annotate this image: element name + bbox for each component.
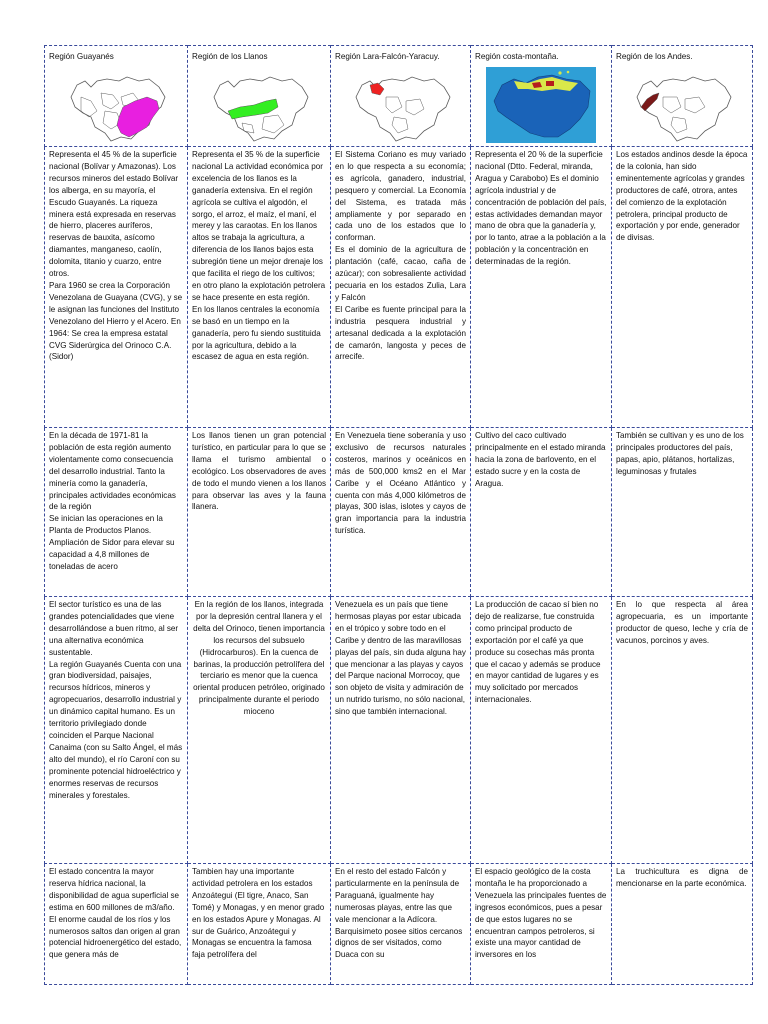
andes-region-map bbox=[627, 67, 737, 143]
region-title: Región Lara-Falcón-Yaracuy. bbox=[335, 52, 440, 61]
header-cell-llanos bbox=[188, 46, 331, 147]
cell-text: En la región de los llanos, integrada por la depresión central llanera y el delta del Orinoco, tienen importancia los recursos del subsuelo (Hidrocarburos). En la cuenca de barinas, la producción petrolífera del terciario es menor que la cuenca oriental producen petróleo, originado principalmente durante el periodo mioceno bbox=[188, 597, 331, 864]
cell-text: En Venezuela tiene soberanía y uso exclusivo de recursos naturales costeros, marinos y oceánicos en más de 500,000 kms2 en el Mar Caribe y el Océano Atlántico y cuenta con más 4,000 kilómetros de playas, 300 islas, islotes y cayos de gran importancia para la industria turística. bbox=[331, 428, 471, 597]
regions-table bbox=[44, 45, 753, 985]
table-row bbox=[45, 597, 753, 864]
region-title: Región costa-montaña. bbox=[475, 52, 559, 61]
cell-text: Cultivo del caco cultivado principalmente en el estado miranda hacia la zona de barlovento, en el estado sucre y en la costa de Aragua. bbox=[471, 428, 612, 597]
cell-text: El sector turístico es una de las grandes potencialidades que viene desarrollándose a buen ritmo, al ser una alternativa económica sustentable. La región Guayanés Cuenta con una gran biodiversidad, paisajes, recursos hídricos, mineros y agropecuarios, desarrollo industrial y un dinámico capital humano. Es un territorio privilegiado donde coinciden el Parque Nacional Canaima (con su Salto Ángel, el más alto del mundo), el río Caroní con su prominente potencial hidroeléctrico y enormes reservas de recursos minerales y forestales. bbox=[45, 597, 188, 864]
cell-text: El Sistema Coriano es muy variado en lo que respecta a su economía; es agrícola, ganadero, industrial, pesquero y comercial. La Economía del Sistema, es tratada más ampliamente y por separado en cada uno de los estados que lo conforman. Es el dominio de la agricultura de plantación (café, cacao, caña de azúcar); con sobresaliente actividad pecuaria en los estados Zulia, Lara y Falcón El Caribe es fuente principal para la industria pesquera industrial y artesanal dedicada a la explotación de camarón, langosta y peces de arrecife. bbox=[331, 147, 471, 428]
header-cell-guayana bbox=[45, 46, 188, 147]
cell-text: También se cultivan y es uno de los principales productores del país, papas, apio, plátanos, hortalizas, leguminosas y frutales bbox=[612, 428, 753, 597]
table-row bbox=[45, 147, 753, 428]
header-cell-costa-montana bbox=[471, 46, 612, 147]
llanos-region-map bbox=[204, 67, 314, 143]
region-title: Región Guayanés bbox=[49, 52, 114, 61]
cell-text: La truchicultura es digna de mencionarse en la parte económica. bbox=[612, 864, 753, 985]
cell-text: Representa el 20 % de la superficie nacional (Dtto. Federal, miranda, Aragua y Carabobo) Es el dominio agrícola industrial y de concentración de población del país, estas actividades demandan mayor mano de obra que la ganadería y, por lo tanto, atrae a la población a la población y la concentración en determinadas de la región. bbox=[471, 147, 612, 428]
header-cell-andes bbox=[612, 46, 753, 147]
cell-text: Venezuela es un país que tiene hermosas playas por estar ubicada en el trópico y sobre todo en el Caribe y dentro de las maravillosas playas del país, sin duda alguna hay que mencionar a las playas y cayos del Parque nacional Morrocoy, que son objeto de visita y admiración de un nutrido turismo, no sólo nacional, sino que también internacional. bbox=[331, 597, 471, 864]
cell-text: En la década de 1971-81 la población de esta región aumento violentamente como consecuencia del desarrollo industrial. Tanto la minería como la ganadería, principales actividades económicas de la región Se inician las operaciones en la Planta de Productos Planos. Ampliación de Sidor para elevar su capacidad a 4,8 millones de toneladas de acero bbox=[45, 428, 188, 597]
cell-text: En el resto del estado Falcón y particularmente en la península de Paraguaná, igualmente hay numerosas playas, entre las que vale mencionar a la Adícora. Barquisimeto posee sitios cercanos dignos de ser visitados, como Duaca con su bbox=[331, 864, 471, 985]
cell-text: La producción de cacao sí bien no dejo de realizarse, fue construida como principal producto de exportación por el café ya que produce su cosechas más pronta que el cacao y además se produce en mayor cantidad de lugares y es muy solicitado por mercados internacionales. bbox=[471, 597, 612, 864]
region-title: Región de los Andes. bbox=[616, 52, 693, 61]
coriana-region-map bbox=[346, 67, 456, 143]
cell-text: El espacio geológico de la costa montaña le ha proporcionado a Venezuela las principales fuentes de ingresos económicos, pues a pesar de que estos lugares no se encuentran campos petroleros, si existe una mayor cantidad de inversores en los bbox=[471, 864, 612, 985]
cell-text: Los estados andinos desde la época de la colonia, han sido eminentemente agrícolas y grandes productores de café, otrora, antes del comienzo de la explotación petrolera, principal producto de exportación y por ende, generador de divisas. bbox=[612, 147, 753, 428]
header-row bbox=[45, 46, 753, 147]
table-row bbox=[45, 864, 753, 985]
header-cell-lara-falcon-yaracuy bbox=[331, 46, 471, 147]
cell-text: El estado concentra la mayor reserva hídrica nacional, la disponibilidad de agua superficial se estima en 600 millones de m3/año. El enorme caudal de los ríos y los numerosos saltos dan origen al gran potencial hidroenergético del estado, que genera más de bbox=[45, 864, 188, 985]
cell-text: Los llanos tienen un gran potencial turístico, en particular para lo que se llama el turismo ambiental o ecológico. Los observadores de aves de todo el mundo vienen a los llanos para observar las aves y la fauna llanera. bbox=[188, 428, 331, 597]
cell-text: En lo que respecta al área agropecuaria, es un importante productor de queso, leche y cría de vacunos, porcinos y aves. bbox=[612, 597, 753, 864]
cell-text: Representa el 35 % de la superficie nacional La actividad económica por excelencia de los llanos es la ganadería extensiva. En el región agrícola se cultiva el algodón, el sorgo, el arroz, el maíz, el maní, el merey y las caraotas. En los llanos altos se trabaja la agricultura, a diferencia de los llanos bajos esta subregión tiene un mejor drenaje los que facilita el riego de los cultivos; en otro plano la explotación petrolera se hace presente en esta región. En los llanos centrales la economía se basó en un tiempo en la ganadería, pero fu siendo sustituida por la agricultura, debido a la escasez de agua en esta región. bbox=[188, 147, 331, 428]
costa-montana-region-map bbox=[486, 67, 596, 143]
table-row bbox=[45, 428, 753, 597]
cell-text: Representa el 45 % de la superficie nacional (Bolívar y Amazonas). Los recursos mineros del estado Bolívar los alberga, en su mayoría, el Escudo Guayanés. La riqueza minera está expresada en reservas de hierro, placeres auríferos, reservas de bauxita, asícomo diamantes, manganeso, caolín, dolomita, titanio y cuarzo, entre otros. Para 1960 se crea la Corporación Venezolana de Guayana (CVG), y se le asignan las funciones del Instituto Venezolano del Hierro y el Acero. En 1964: Se crea la empresa estatal CVG Siderúrgica del Orinoco C.A. (Sidor) bbox=[45, 147, 188, 428]
cell-text: Tambien hay una importante actividad petrolera en los estados Anzoátegui (El tigre, Anaco, San Tomé) y Monagas, y en menor grado en los estados Apure y Monagas. Al sur de Guárico, Anzoátegui y Monagas se encuentra la famosa faja petrolífera del bbox=[188, 864, 331, 985]
region-title: Región de los Llanos bbox=[192, 52, 268, 61]
guayana-region-map bbox=[61, 67, 171, 143]
